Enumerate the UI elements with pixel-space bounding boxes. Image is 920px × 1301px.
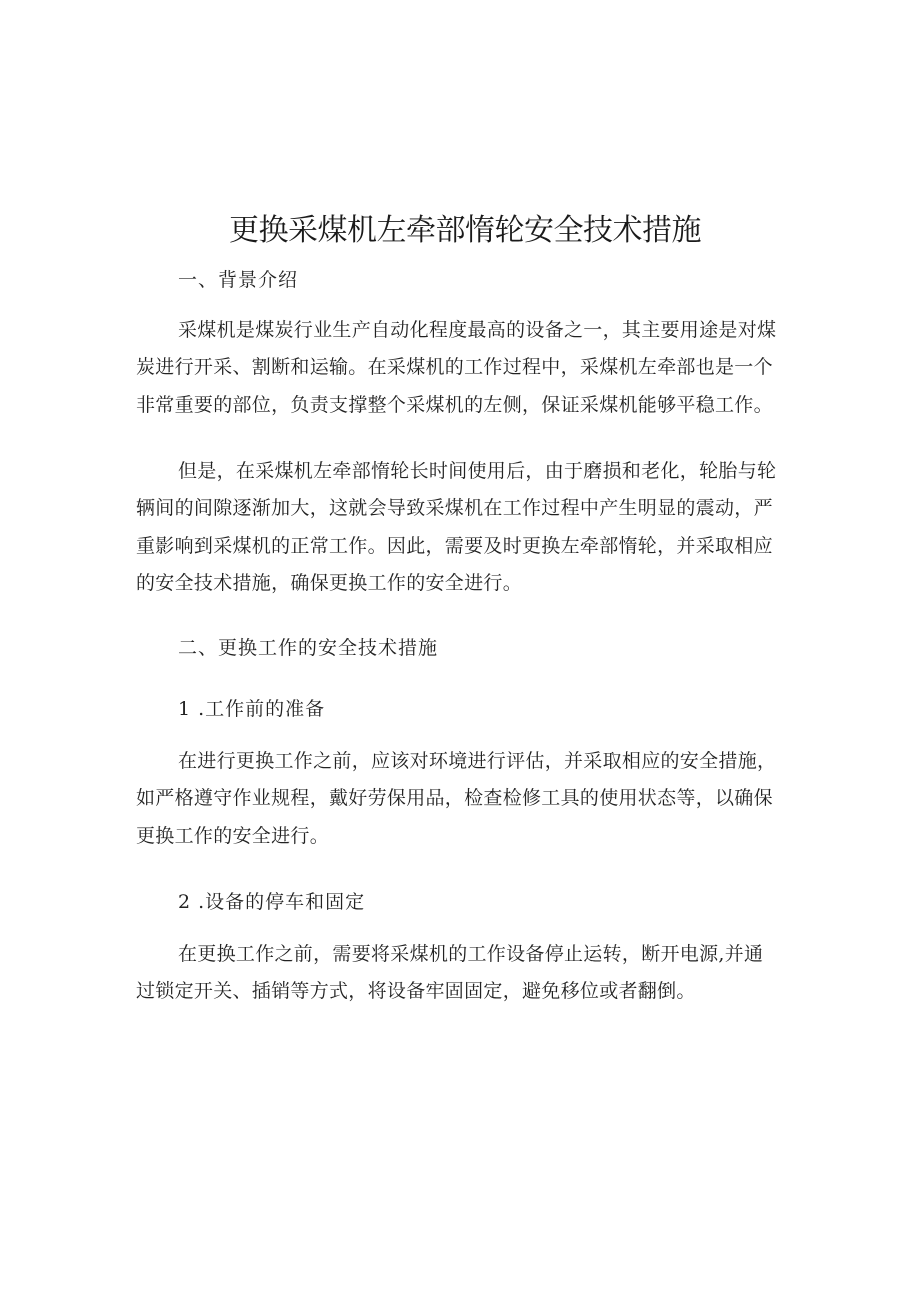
section-heading-safety-measures: 二、更换工作的安全技术措施: [178, 637, 439, 659]
paragraph-line: 辆间的间隙逐渐加大，这就会导致采煤机在工作过程中产生明显的震动，严: [136, 497, 773, 520]
paragraph-line: 重影响到采煤机的正常工作。因此，需要及时更换左牵部惰轮，并采取相应: [136, 534, 773, 557]
paragraph-background-2: [136, 453, 808, 602]
subsection-heading-stop-and-fix: 2 .设备的停车和固定: [178, 891, 366, 913]
paragraph-preparation: [136, 743, 808, 855]
paragraph-line: 采煤机是煤炭行业生产自动化程度最高的设备之一，其主要用途是对煤: [178, 319, 777, 341]
paragraph-background-1: [136, 312, 808, 424]
document-title: 更换采煤机左牵部惰轮安全技术措施: [229, 213, 701, 248]
paragraph-line: 如严格遵守作业规程，戴好劳保用品，检查检修工具的使用状态等，以确保: [136, 787, 773, 810]
section-heading-background: 一、背景介绍: [178, 269, 299, 291]
paragraph-stop-and-fix: [136, 936, 808, 1011]
paragraph-line: 更换工作的安全进行。: [136, 824, 330, 847]
paragraph-line: 在更换工作之前，需要将采煤机的工作设备停止运转，断开电源,并通: [178, 943, 764, 965]
paragraph-line: 过锁定开关、插销等方式，将设备牢固固定，避免移位或者翻倒。: [136, 980, 696, 1003]
paragraph-line: 炭进行开采、割断和运输。在采煤机的工作过程中，采煤机左牵部也是一个: [136, 356, 773, 379]
paragraph-line: 非常重要的部位，负责支撑整个采煤机的左侧，保证采煤机能够平稳工作。: [136, 393, 773, 416]
paragraph-line: 但是，在采煤机左牵部惰轮长时间使用后，由于磨损和老化，轮胎与轮: [178, 460, 777, 482]
subsection-heading-preparation: 1 .工作前的准备: [178, 698, 326, 720]
paragraph-line: 的安全技术措施，确保更换工作的安全进行。: [136, 571, 523, 594]
paragraph-line: 在进行更换工作之前，应该对环境进行评估，并采取相应的安全措施，: [178, 750, 777, 772]
